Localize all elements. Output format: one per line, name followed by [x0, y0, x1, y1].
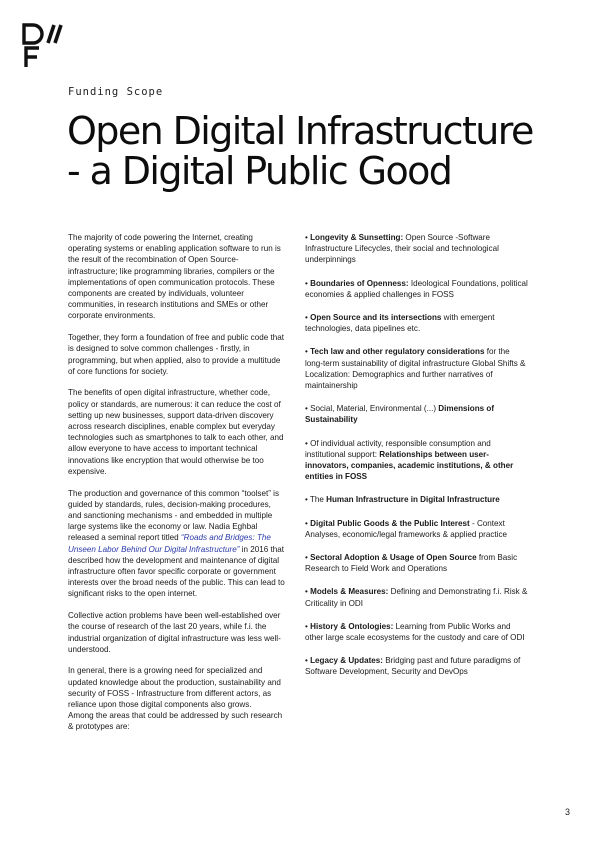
page-title — [67, 111, 567, 191]
list-item: • Sectoral Adoption & Usage of Open Source from Basic Research to Field Work and Operations — [305, 553, 518, 574]
list-item: • Boundaries of Openness: Ideological Foundations, political economies & applied challenges in FOSS — [305, 278, 528, 299]
paragraph — [68, 488, 286, 600]
list-item-heading: Boundaries of Openness: — [310, 278, 409, 288]
paragraph-text: Among the areas that could be addressed by such research & prototypes are: — [68, 711, 283, 732]
list-item-heading: Tech law and other regulatory considerations — [310, 347, 485, 357]
paragraph: Together, they form a foundation of free and public code that is designed to solve common challenges - firstly, in programming, but when applied, also to provide a multitude of core functions for society. — [68, 333, 284, 376]
paragraph: The benefits of open digital infrastructure, whether code, policy or standards, are numerous: it can reduce the cost of setting up new businesses, support data-driven discovery across research disciplines, enable complex but everyday technologies such as smartphones to talk to each other, and allow everyone to have access to important technical innovations like encryption that would otherwise be too expensive. — [68, 388, 284, 476]
list-item: • Social, Material, Environmental (...) Dimensions of Sustainability — [305, 404, 495, 425]
title-line-1: Open Digital Infrastructure — [67, 109, 533, 153]
list-item-heading: Sectoral Adoption & Usage of Open Source — [310, 553, 477, 563]
list-item: • Of individual activity, responsible consumption and institutional support: Relationships between user-innovators, companies, academic institutions, & other entities in FOSS — [305, 438, 514, 482]
page-number: 3 — [565, 807, 571, 817]
research-areas-list — [305, 232, 529, 690]
list-item-heading: Legacy & Updates: — [310, 656, 383, 666]
list-item-heading: Longevity & Sunsetting: — [310, 233, 404, 242]
list-item: • Longevity & Sunsetting: Open Source -Software Infrastructure Lifecycles, their social and technological underpinnings — [305, 233, 499, 265]
list-item-heading: Models & Measures: — [310, 587, 389, 597]
df-logo — [22, 22, 66, 68]
paragraph-text: In general, there is a growing need for specialized and updated knowledge about the production, sustainability and security of FOSS - Infrastructure from different actors, as reliance upon those digital components also grows. — [68, 666, 281, 710]
paragraph — [68, 665, 286, 732]
title-line-2: - a Digital Public Good — [67, 149, 452, 193]
list-item-heading: Relationships between user-innovators, companies, academic institutions, & other entities in FOSS — [305, 449, 514, 482]
paragraph: The majority of code powering the Internet, creating operating systems or enabling application software to run is the result of the recombination of Open Source-infrastructure; like programming libraries, compilers or the implementations of open communication protocols. These components are created by individuals, volunteer communities, in research institutions and SMEs or other corporate environments. — [68, 233, 281, 321]
section-label: Funding Scope — [68, 86, 164, 98]
list-item: • Digital Public Goods & the Public Interest - Context Analyses, economic/legal frameworks & applied practice — [305, 518, 507, 539]
list-item: • History & Ontologies: Learning from Public Works and other large scale ecosystems for the custody and care of ODI — [305, 621, 525, 643]
paragraph-text: The production and governance of this common “toolset” is guided by standards, rules, decision-making procedures, and sanctioning mechanisms - and embedded in multiple large systems like the economy or law. Nadia Eghbal released a seminal report titled — [68, 488, 279, 543]
list-item-heading: History & Ontologies: — [310, 621, 394, 631]
list-item-heading: Open Source and its intersections — [310, 313, 442, 323]
list-item: • Tech law and other regulatory considerations for the long-term sustainability of digital infrastructure Global Shifts & Localization: Demographics and further narratives of maintainership — [305, 347, 526, 391]
list-item: • Open Source and its intersections with emergent technologies, data pipelines etc. — [305, 313, 495, 334]
paragraph-text: in 2016 that described how the development and maintenance of digital infrastructure often favor specific corporate or government interests over the broad needs of the public. This can lead to significant risks to the open internet. — [68, 544, 285, 599]
paragraph: Collective action problems have been well-established over the course of research of the last 20 years, while f.i. the industrial organization of digital infrastructure was less well-understood. — [68, 611, 281, 654]
left-text-column — [68, 232, 286, 743]
list-item-heading: Digital Public Goods & the Public Interest — [310, 518, 470, 528]
report-citation-link[interactable]: “Roads and Bridges: The Unseen Labor Behind Our Digital Infrastructure” — [68, 533, 271, 554]
list-item: • Legacy & Updates: Bridging past and future paradigms of Software Development, Security and DevOps — [305, 656, 521, 677]
list-item-heading: Dimensions of Sustainability — [305, 404, 495, 425]
list-item: • The Human Infrastructure in Digital Infrastructure — [305, 495, 500, 505]
list-item-heading: Human Infrastructure in Digital Infrastructure — [326, 495, 500, 505]
list-item: • Models & Measures: Defining and Demonstrating f.i. Risk & Criticality in ODI — [305, 587, 528, 608]
